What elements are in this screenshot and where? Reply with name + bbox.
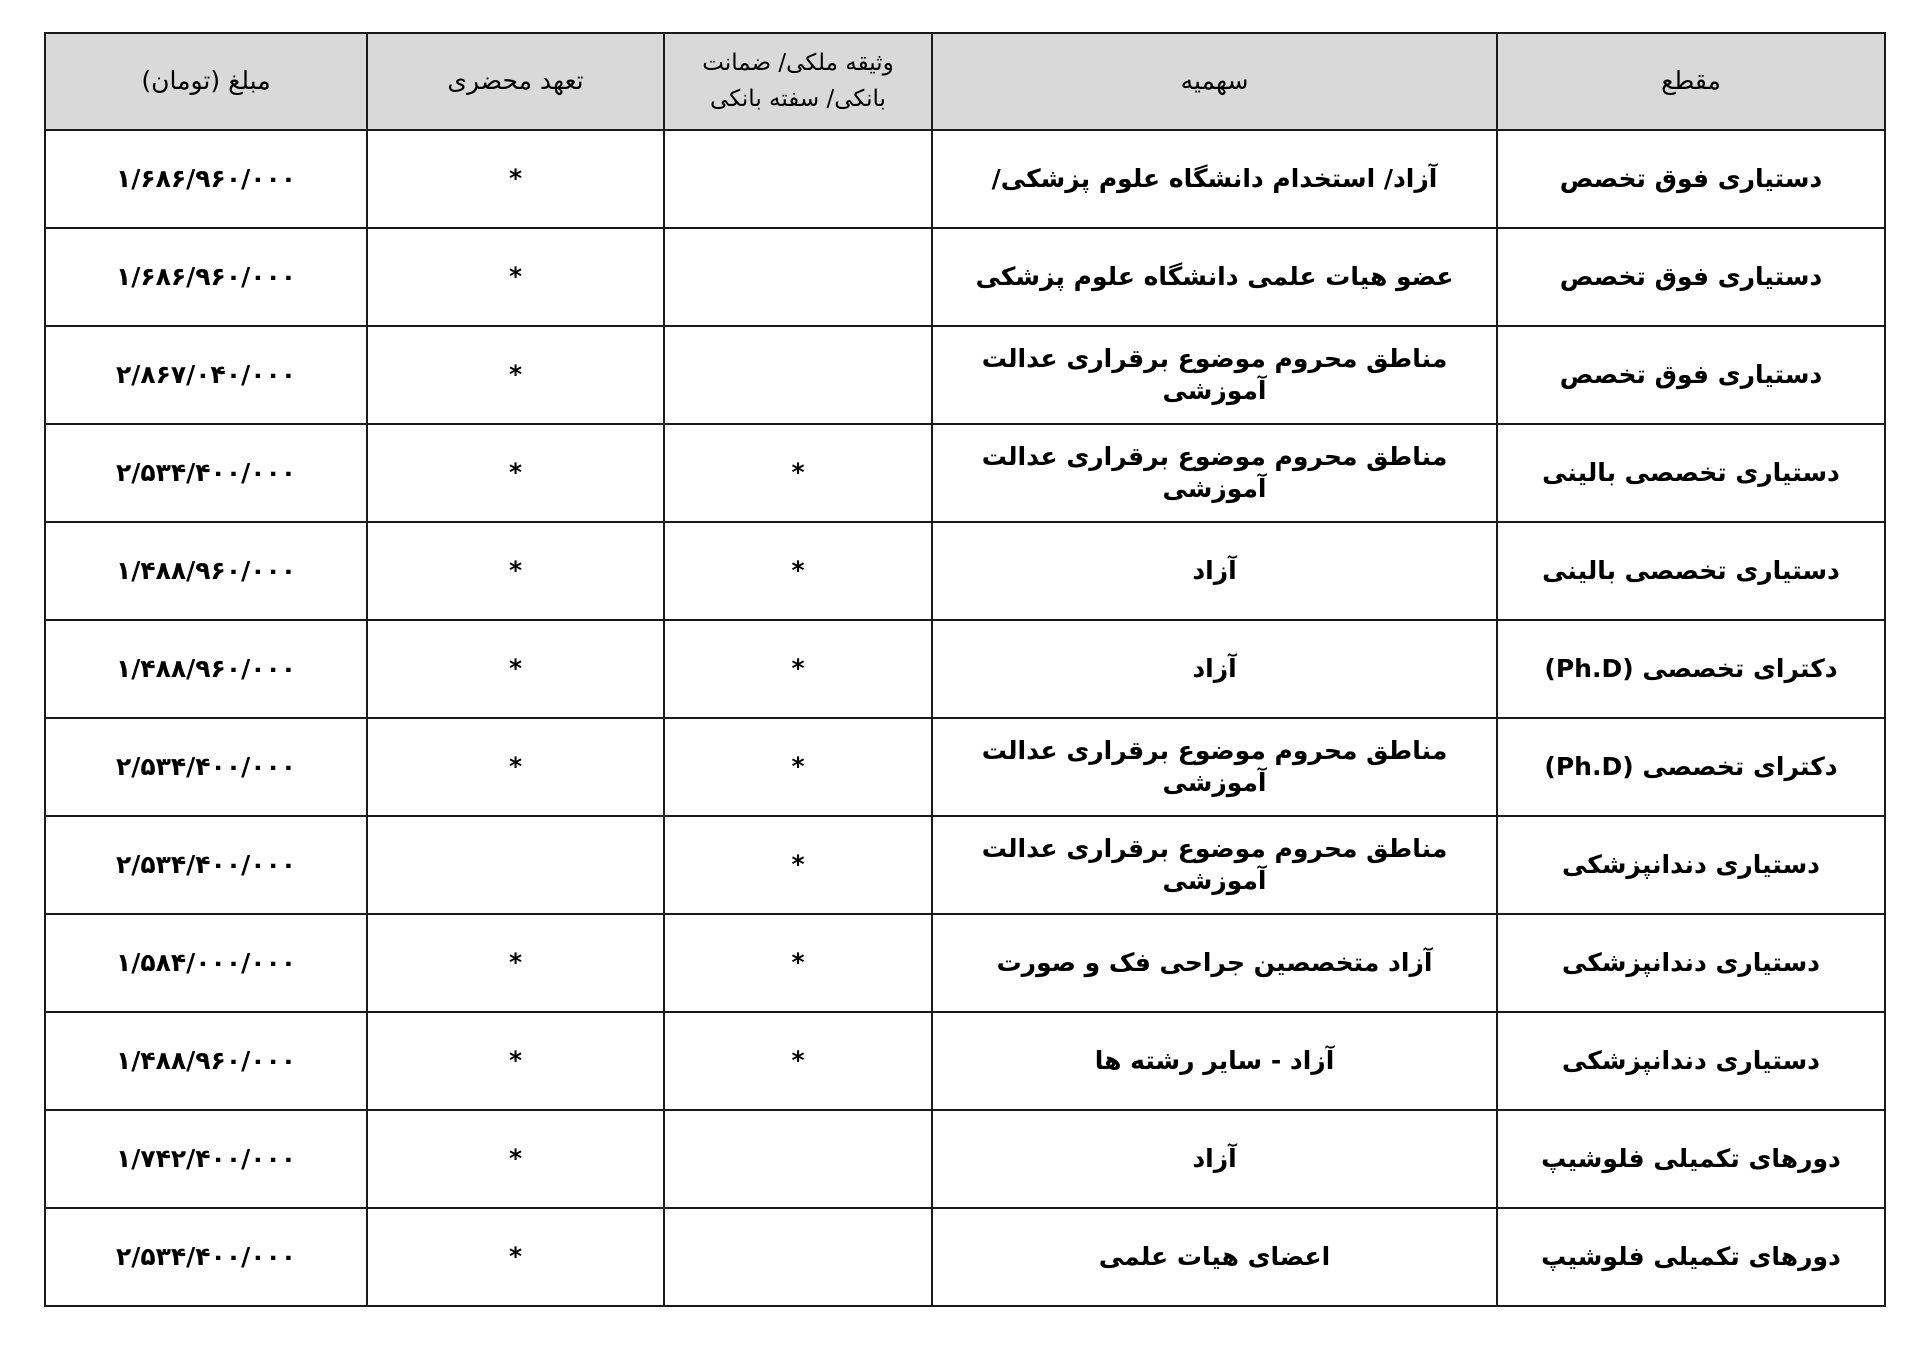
- table-row: [45, 1110, 1885, 1208]
- header-level: مقطع: [1497, 33, 1885, 130]
- header-guarantee: وثیقه ملکی/ ضمانت بانکی/ سفته بانکی: [664, 33, 932, 130]
- tuition-table: [44, 32, 1886, 1307]
- cell-level: دستیاری دندانپزشکی: [1497, 914, 1885, 1012]
- cell-commitment: *: [367, 914, 664, 1012]
- cell-commitment: *: [367, 228, 664, 326]
- table-row: [45, 424, 1885, 522]
- cell-quota: مناطق محروم موضوع برقراری عدالت آموزشی: [932, 816, 1497, 914]
- table-row: [45, 228, 1885, 326]
- cell-amount: ۱/۶۸۶/۹۶۰/۰۰۰: [45, 228, 367, 326]
- cell-commitment: *: [367, 130, 664, 228]
- table-row: [45, 522, 1885, 620]
- cell-commitment: *: [367, 1208, 664, 1306]
- cell-quota: مناطق محروم موضوع برقراری عدالت آموزشی: [932, 424, 1497, 522]
- cell-level: دستیاری فوق تخصص: [1497, 326, 1885, 424]
- cell-quota: مناطق محروم موضوع برقراری عدالت آموزشی: [932, 718, 1497, 816]
- cell-quota: اعضای هیات علمی: [932, 1208, 1497, 1306]
- cell-level: دکترای تخصصی (Ph.D): [1497, 718, 1885, 816]
- cell-amount: ۱/۵۸۴/۰۰۰/۰۰۰: [45, 914, 367, 1012]
- cell-guarantee: [664, 1208, 932, 1306]
- cell-level: دورهای تکمیلی فلوشیپ: [1497, 1110, 1885, 1208]
- cell-guarantee: *: [664, 1012, 932, 1110]
- cell-level: دستیاری فوق تخصص: [1497, 130, 1885, 228]
- cell-level: دستیاری دندانپزشکی: [1497, 1012, 1885, 1110]
- cell-guarantee: *: [664, 424, 932, 522]
- cell-guarantee: *: [664, 718, 932, 816]
- cell-amount: ۱/۴۸۸/۹۶۰/۰۰۰: [45, 1012, 367, 1110]
- cell-commitment: [367, 816, 664, 914]
- cell-level: دورهای تکمیلی فلوشیپ: [1497, 1208, 1885, 1306]
- cell-amount: ۲/۵۳۴/۴۰۰/۰۰۰: [45, 1208, 367, 1306]
- cell-guarantee: *: [664, 816, 932, 914]
- cell-level: دستیاری دندانپزشکی: [1497, 816, 1885, 914]
- cell-amount: ۲/۵۳۴/۴۰۰/۰۰۰: [45, 816, 367, 914]
- cell-commitment: *: [367, 620, 664, 718]
- cell-guarantee: [664, 1110, 932, 1208]
- cell-amount: ۲/۸۶۷/۰۴۰/۰۰۰: [45, 326, 367, 424]
- table-row: [45, 1208, 1885, 1306]
- cell-amount: ۱/۶۸۶/۹۶۰/۰۰۰: [45, 130, 367, 228]
- cell-quota: مناطق محروم موضوع برقراری عدالت آموزشی: [932, 326, 1497, 424]
- cell-amount: ۲/۵۳۴/۴۰۰/۰۰۰: [45, 424, 367, 522]
- cell-quota: آزاد: [932, 1110, 1497, 1208]
- cell-quota: آزاد متخصصین جراحی فک و صورت: [932, 914, 1497, 1012]
- table-row: [45, 816, 1885, 914]
- table-row: [45, 130, 1885, 228]
- cell-quota: آزاد/ استخدام دانشگاه علوم پزشکی/: [932, 130, 1497, 228]
- cell-amount: ۱/۴۸۸/۹۶۰/۰۰۰: [45, 620, 367, 718]
- cell-commitment: *: [367, 522, 664, 620]
- cell-level: دستیاری فوق تخصص: [1497, 228, 1885, 326]
- cell-guarantee: *: [664, 620, 932, 718]
- cell-commitment: *: [367, 718, 664, 816]
- header-quota: سهمیه: [932, 33, 1497, 130]
- table-row: [45, 718, 1885, 816]
- cell-guarantee: *: [664, 522, 932, 620]
- header-amount: مبلغ (تومان): [45, 33, 367, 130]
- cell-amount: ۲/۵۳۴/۴۰۰/۰۰۰: [45, 718, 367, 816]
- cell-commitment: *: [367, 1110, 664, 1208]
- table-row: [45, 326, 1885, 424]
- cell-guarantee: [664, 130, 932, 228]
- cell-guarantee: *: [664, 914, 932, 1012]
- cell-amount: ۱/۷۴۲/۴۰۰/۰۰۰: [45, 1110, 367, 1208]
- cell-quota: آزاد: [932, 522, 1497, 620]
- cell-level: دستیاری تخصصی بالینی: [1497, 522, 1885, 620]
- table-row: [45, 1012, 1885, 1110]
- cell-level: دکترای تخصصی (Ph.D): [1497, 620, 1885, 718]
- cell-guarantee: [664, 326, 932, 424]
- cell-level: دستیاری تخصصی بالینی: [1497, 424, 1885, 522]
- table-row: [45, 914, 1885, 1012]
- cell-quota: آزاد - سایر رشته ها: [932, 1012, 1497, 1110]
- tuition-table-container: [44, 32, 1884, 1307]
- cell-quota: عضو هیات علمی دانشگاه علوم پزشکی: [932, 228, 1497, 326]
- cell-commitment: *: [367, 1012, 664, 1110]
- table-body: [45, 130, 1885, 1306]
- cell-quota: آزاد: [932, 620, 1497, 718]
- cell-guarantee: [664, 228, 932, 326]
- cell-commitment: *: [367, 326, 664, 424]
- table-row: [45, 620, 1885, 718]
- table-header: [45, 33, 1885, 130]
- cell-amount: ۱/۴۸۸/۹۶۰/۰۰۰: [45, 522, 367, 620]
- header-row: [45, 33, 1885, 130]
- cell-commitment: *: [367, 424, 664, 522]
- header-commitment: تعهد محضری: [367, 33, 664, 130]
